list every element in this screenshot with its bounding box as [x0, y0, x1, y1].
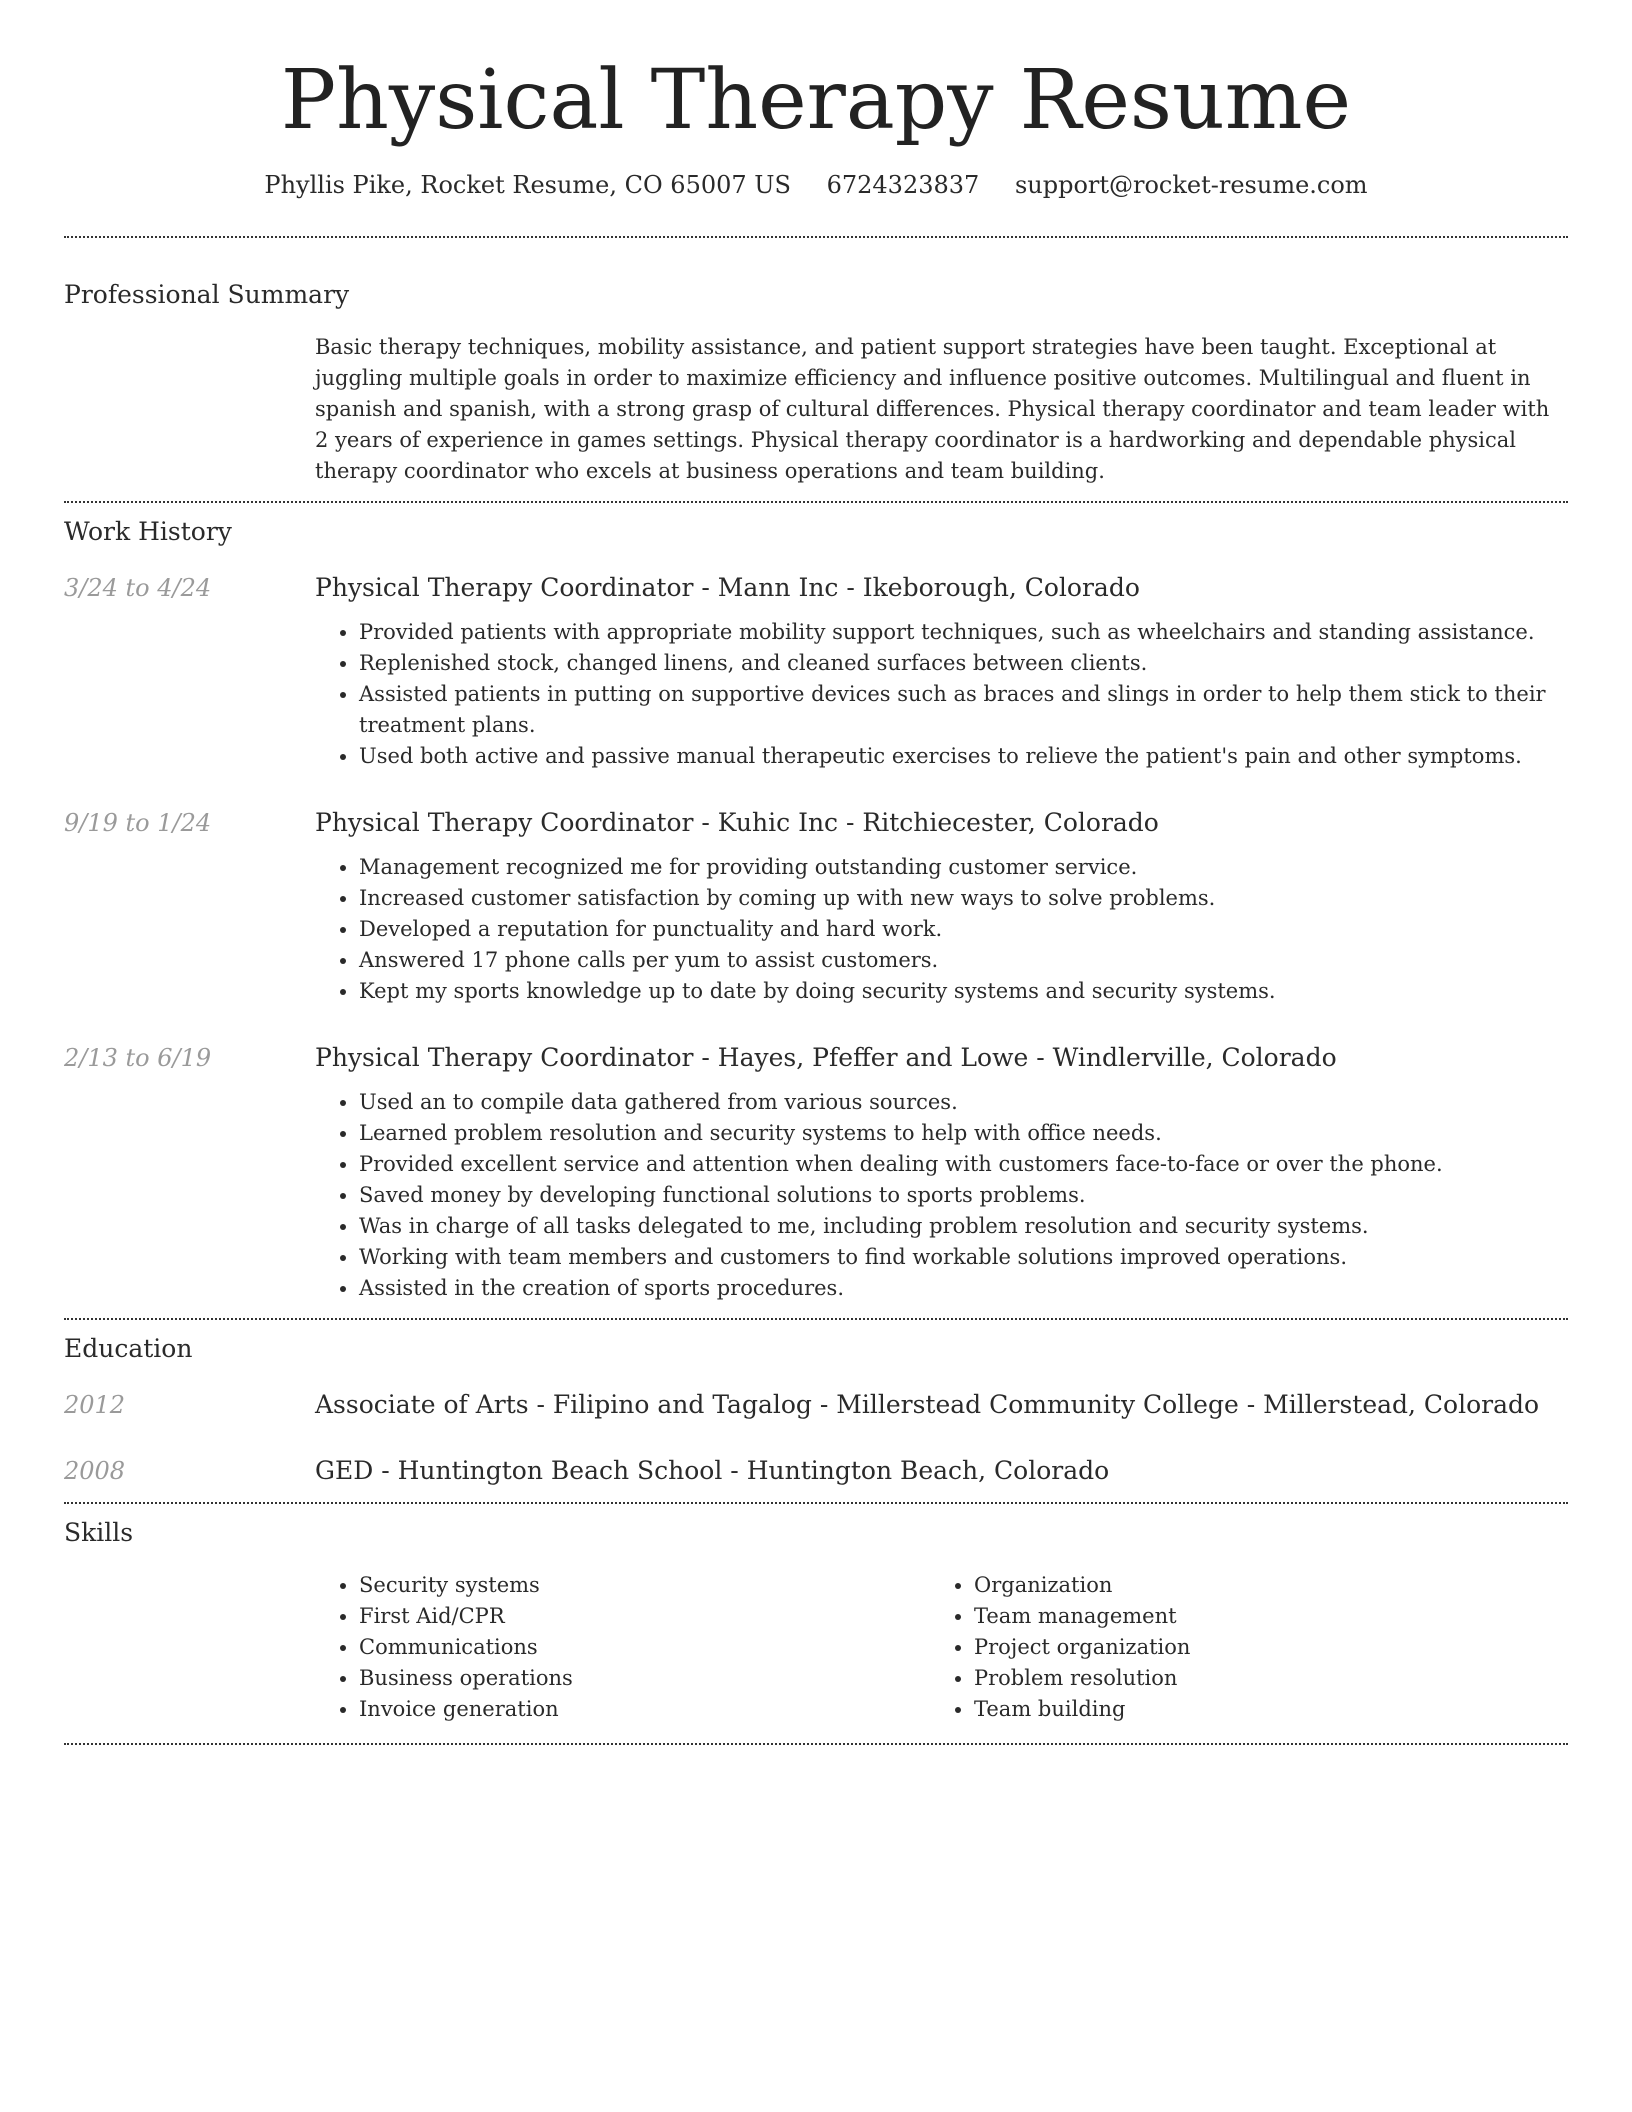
education-entries	[64, 1388, 1568, 1488]
summary-heading: Professional Summary	[64, 280, 350, 309]
section-divider	[64, 236, 1568, 238]
work-entries	[64, 571, 1568, 1304]
skills-list	[930, 1570, 1545, 1725]
education-entry	[64, 1388, 1568, 1422]
skills-column-left	[315, 1570, 930, 1725]
skill-item: • First Aid/CPR	[359, 1601, 930, 1632]
job-entry	[64, 571, 1568, 772]
job-bullet: • Used an to compile data gathered from various sources.	[359, 1087, 1568, 1118]
job-dates: 3/24 to 4/24	[64, 574, 212, 602]
job-title: Physical Therapy Coordinator - Mann Inc - Ikeborough, Colorado	[315, 573, 1140, 602]
section-divider	[64, 1502, 1568, 1504]
job-bullet: • Management recognized me for providing outstanding customer service.	[359, 852, 1568, 883]
job-bullet: • Was in charge of all tasks delegated to me, including problem resolution and security systems.	[359, 1211, 1568, 1242]
work-history-section	[64, 515, 1568, 1304]
job-bullet: • Increased customer satisfaction by coming up with new ways to solve problems.	[359, 883, 1568, 914]
job-entry	[64, 806, 1568, 1007]
job-bullet: • Saved money by developing functional solutions to sports problems.	[359, 1180, 1568, 1211]
job-bullet: • Replenished stock, changed linens, and cleaned surfaces between clients.	[359, 648, 1568, 679]
section-divider	[64, 501, 1568, 503]
job-content	[315, 571, 1568, 772]
job-bullet: • Provided excellent service and attention when dealing with customers face-to-face or over the phone.	[359, 1149, 1568, 1180]
skills-heading: Skills	[64, 1518, 134, 1547]
job-content	[315, 1041, 1568, 1304]
job-entry	[64, 1041, 1568, 1304]
job-bullet: • Learned problem resolution and security systems to help with office needs.	[359, 1118, 1568, 1149]
summary-text: Basic therapy techniques, mobility assistance, and patient support strategies have been taught. Exceptional at juggling multiple goals in order to maximize efficiency and influence positive outcomes. Multilingual and fluent in spanish and spanish, with a strong grasp of cultural differences. Physical therapy coordinator and team leader with 2 years of experience in games settings. Physical therapy coordinator is a hardworking and dependable physical therapy coordinator who excels at business operations and team building.	[315, 335, 1550, 483]
job-title: Physical Therapy Coordinator - Hayes, Pfeffer and Lowe - Windlerville, Colorado	[315, 1043, 1337, 1072]
skills-section	[64, 1516, 1568, 1725]
skill-item: • Problem resolution	[974, 1663, 1545, 1694]
job-bullet: • Provided patients with appropriate mobility support techniques, such as wheelchairs and standing assistance.	[359, 617, 1568, 648]
job-bullets	[315, 1087, 1568, 1304]
skill-item: • Invoice generation	[359, 1694, 930, 1725]
education-title: GED - Huntington Beach School - Huntington Beach, Colorado	[315, 1456, 1110, 1485]
job-bullet: • Kept my sports knowledge up to date by doing security systems and security systems.	[359, 976, 1568, 1007]
skill-item: • Communications	[359, 1632, 930, 1663]
education-entry	[64, 1454, 1568, 1488]
education-title: Associate of Arts - Filipino and Tagalog - Millerstead Community College - Millerstead, Colorado	[315, 1390, 1540, 1419]
job-bullets	[315, 617, 1568, 772]
job-bullets	[315, 852, 1568, 1007]
section-divider	[64, 1743, 1568, 1745]
skill-item: • Business operations	[359, 1663, 930, 1694]
education-year: 2008	[64, 1457, 126, 1485]
summary-section	[64, 278, 1568, 487]
work-history-heading: Work History	[64, 517, 232, 546]
skills-list	[315, 1570, 930, 1725]
contact-line	[64, 168, 1568, 202]
skill-item: • Project organization	[974, 1632, 1545, 1663]
skill-item: • Team management	[974, 1601, 1545, 1632]
job-dates: 9/19 to 1/24	[64, 809, 212, 837]
education-year: 2012	[64, 1391, 126, 1419]
job-bullet: • Assisted patients in putting on supportive devices such as braces and slings in order to help them stick to their treatment plans.	[359, 679, 1568, 741]
contact-phone: 6724323837	[826, 171, 980, 199]
job-dates: 2/13 to 6/19	[64, 1044, 212, 1072]
skill-item: • Security systems	[359, 1570, 930, 1601]
education-content	[315, 1388, 1568, 1422]
section-divider	[64, 1318, 1568, 1320]
job-bullet: • Answered 17 phone calls per yum to assist customers.	[359, 945, 1568, 976]
job-content	[315, 806, 1568, 1007]
contact-email: support@rocket-resume.com	[1014, 171, 1368, 199]
education-section	[64, 1332, 1568, 1488]
skills-columns	[315, 1570, 1568, 1725]
resume-title: Physical Therapy Resume	[280, 53, 1352, 148]
skills-column-right	[930, 1570, 1545, 1725]
education-heading: Education	[64, 1334, 193, 1363]
skill-item: • Team building	[974, 1694, 1545, 1725]
job-bullet: • Assisted in the creation of sports procedures.	[359, 1273, 1568, 1304]
job-title: Physical Therapy Coordinator - Kuhic Inc - Ritchiecester, Colorado	[315, 808, 1159, 837]
job-bullet: • Used both active and passive manual therapeutic exercises to relieve the patient's pain and other symptoms.	[359, 741, 1568, 772]
job-bullet: • Working with team members and customers to find workable solutions improved operations.	[359, 1242, 1568, 1273]
job-bullet: • Developed a reputation for punctuality and hard work.	[359, 914, 1568, 945]
skill-item: • Organization	[974, 1570, 1545, 1601]
contact-address: Phyllis Pike, Rocket Resume, CO 65007 US	[264, 171, 791, 199]
education-content	[315, 1454, 1568, 1488]
